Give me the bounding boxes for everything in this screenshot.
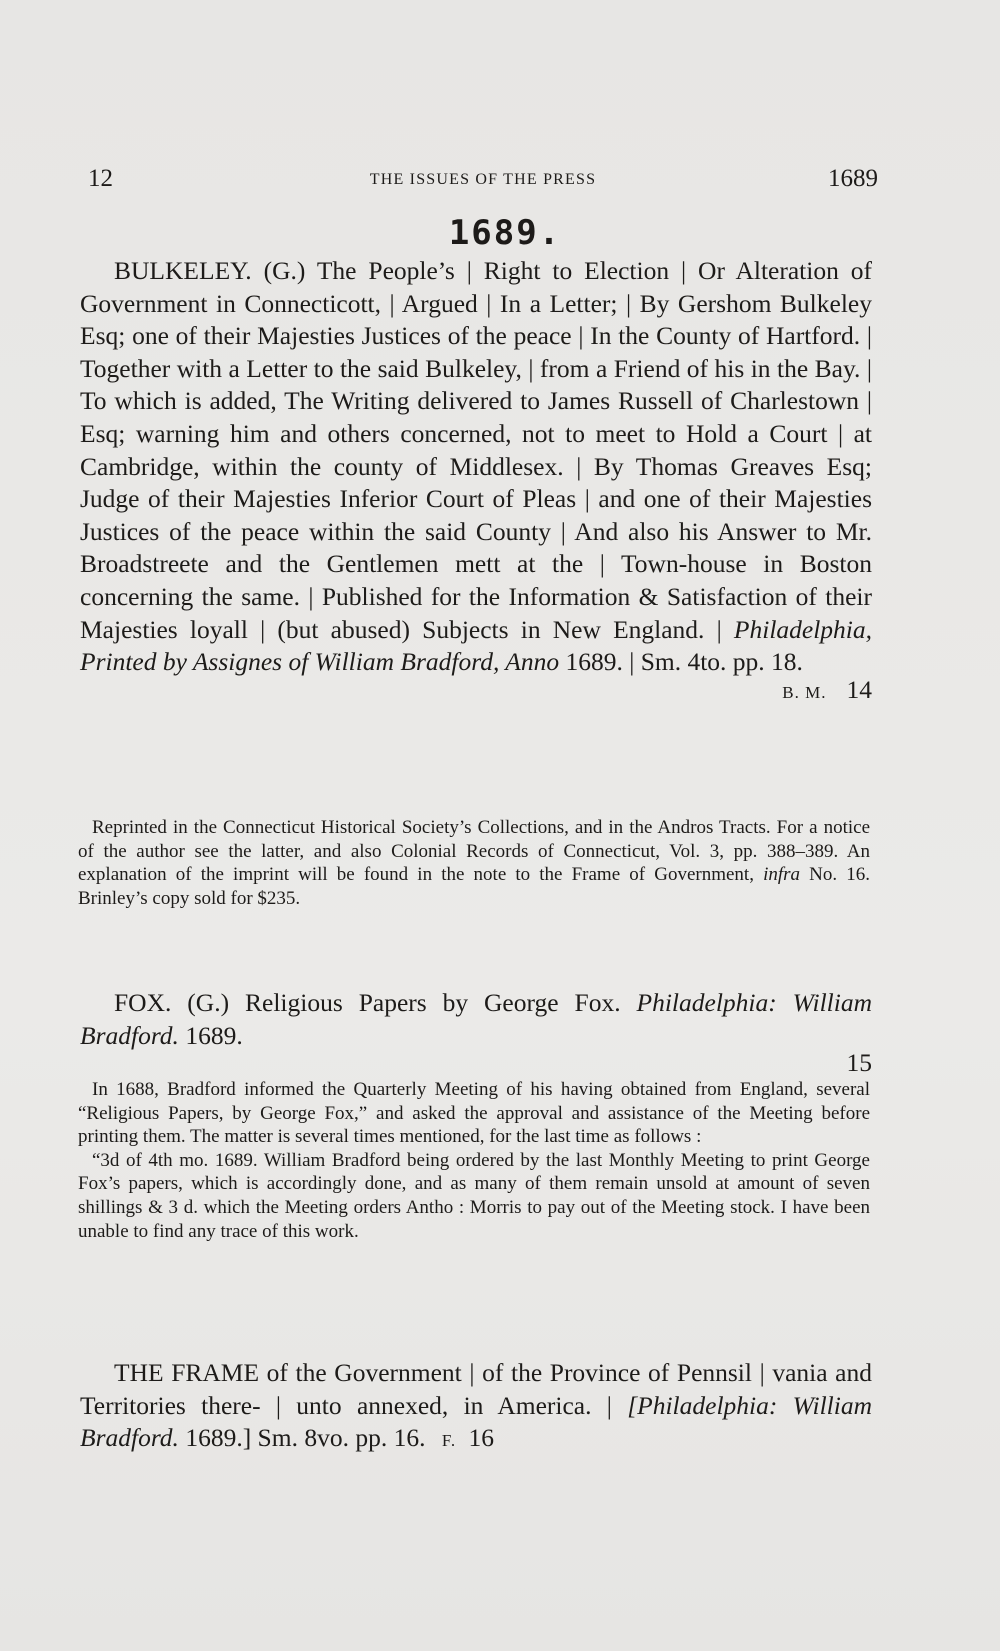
note-paragraph: “3d of 4th mo. 1689. William Bradford being ordered by the last Monthly Meeting to print George Fox’s papers, which is accordingly done, and as many of them remain unsold at amount of seven shillings & 3 d. which the Meeting orders Antho : Morris to pay out of the Meeting stock. I have been unable to find any trace of this work.	[78, 1149, 870, 1242]
note-italic: infra	[763, 864, 801, 886]
running-title: THE ISSUES OF THE PRESS	[369, 171, 597, 188]
entry-author: FOX. (G.)	[114, 988, 230, 1017]
entry-imprint-tail: 1689.	[185, 1020, 243, 1050]
entry-frame	[80, 1357, 872, 1458]
entry-number: 16	[468, 1423, 495, 1453]
note-fox	[78, 1078, 870, 1243]
note-text: Reprinted in the Connecticut Historical Society’s Collections, and in the Andros Tracts. For a notice of the author see the latter, and also Colonial Records of Connecticut, Vol. 3, pp. 388–389. An explanation of the imprint will be found in the note to the Frame of Government,	[78, 817, 870, 886]
entry-author: THE FRAME	[114, 1358, 260, 1387]
entry-location: B. M.	[782, 682, 827, 702]
entry-number: 15	[846, 1048, 872, 1078]
entry-location: F.	[441, 1431, 457, 1451]
entry-author: BULKELEY. (G.)	[114, 256, 306, 285]
entry-imprint: Philadelphia: William Bradford.	[80, 988, 872, 1050]
page-number: 12	[88, 165, 113, 192]
entry-fox	[80, 987, 872, 1078]
entry-number-row	[80, 674, 872, 704]
entry-bulkeley	[80, 255, 872, 704]
entry-title: The People’s | Right to Election | Or Alteration of Government in Connecticott, | Argued | In a Letter; | By Gershom Bulkeley Esq; one of their Majesties Justices of the peace | In the County of Hartford. | Together with a Letter to the said Bulkeley, | from a Friend of his in the Bay. | To which is added, The Writing delivered to James Russell of Charlestown | Esq; warning him and others concerned, not to meet to Hold a Court | at Cambridge, within the county of Middlesex. | By Thomas Greaves Esq; Judge of their Majesties Inferior Court of Pleas | and one of their Majesties Justices of the peace within the said County | And also his Answer to Mr. Broadstreete and the Gentlemen mett at the | Town-house in Boston concerning the same. | Published for the Information & Satisfaction of their Majesties loyall | (but abused) Subjects in New England. |	[80, 256, 873, 644]
running-head	[88, 165, 878, 199]
entry-number-row	[80, 1048, 872, 1078]
entry-format: Sm. 4to. pp. 18.	[640, 647, 803, 677]
note-bulkeley	[78, 816, 870, 910]
entry-number: 14	[846, 674, 872, 704]
entry-title: Religious Papers by George Fox.	[245, 988, 621, 1017]
entry-imprint-tail: 1689. |	[565, 647, 635, 677]
running-year: 1689	[828, 165, 878, 192]
year-heading: 1689.	[448, 213, 562, 253]
entry-title: of the Government | of the Province of Pennsil | vania and Territories there- | unto annexed, in America. |	[80, 1358, 872, 1420]
entry-imprint: Philadelphia, Printed by Assignes of William Bradford, Anno	[80, 614, 873, 677]
entry-imprint: [Philadelphia: William Bradford.	[80, 1390, 872, 1453]
entry-imprint-tail: 1689.] Sm. 8vo. pp. 16.	[185, 1423, 426, 1453]
note-paragraph: In 1688, Bradford informed the Quarterly Meeting of his having obtained from England, several “Religious Papers, by George Fox,” and asked the approval and assistance of the Meeting before printing them. The matter is several times mentioned, for the last time as follows :	[78, 1079, 870, 1148]
note-tail: No. 16. Brinley’s copy sold for $235.	[78, 864, 871, 909]
